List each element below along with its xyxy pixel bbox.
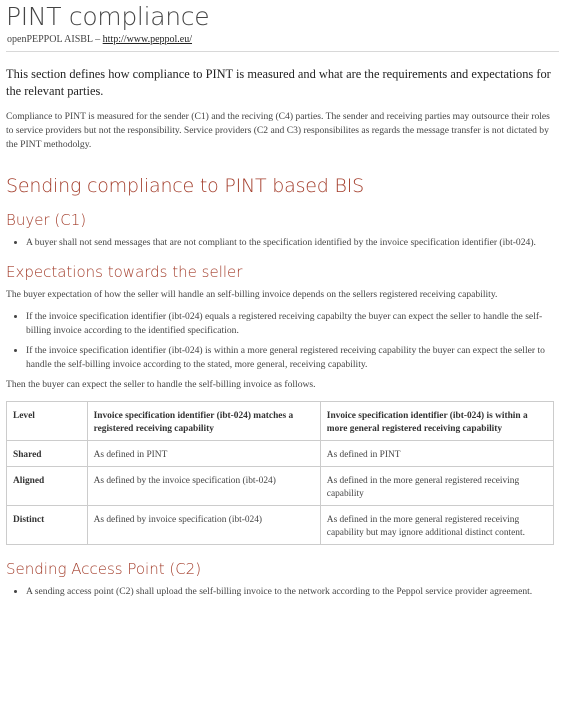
table-row xyxy=(7,467,554,506)
table-header-cell: Invoice specification identifier (ibt-024) is within a more general registered receiving capability xyxy=(320,402,553,441)
lead-paragraph: This section defines how compliance to PINT is measured and what are the requirements and expectations for the relevant parties. xyxy=(6,67,551,98)
document-page xyxy=(0,2,567,720)
access-point-bullets xyxy=(6,585,559,599)
table-cell: As defined in the more general registered receiving capability but may ignore additional distinct content. xyxy=(320,506,553,545)
list-item: • If the invoice specification identifier (ibt-024) equals a registered receiving capabilty the buyer can expect the seller to handle the self-billing invoice according to the identified specification. xyxy=(26,310,559,338)
page-title: PINT compliance xyxy=(6,2,210,31)
intro-paragraph: Compliance to PINT is measured for the sender (C1) and the reciving (C4) parties. The sender and receiving parties may outsource their roles to service providers but not the responsibility. Service providers (C2 and C3) responsibilites as regards the message transfer is not dictated by the PINT methodolgy. xyxy=(6,111,550,150)
table-cell: Shared xyxy=(7,441,88,467)
expectations-paragraph: The buyer expectation of how the seller will handle an self-billing invoice depends on the sellers registered receiving capability. xyxy=(6,289,498,300)
compliance-table xyxy=(6,401,554,545)
organization-line xyxy=(7,34,559,46)
section-heading: Sending compliance to PINT based BIS xyxy=(6,175,365,197)
table-row xyxy=(7,506,554,545)
table-cell: Distinct xyxy=(7,506,88,545)
table-intro-paragraph: Then the buyer can expect the seller to handle the self-billing invoice as follows. xyxy=(6,379,316,390)
table-cell: As defined by the invoice specification (ibt-024) xyxy=(87,467,320,506)
table-cell: As defined in the more general registered receiving capability xyxy=(320,467,553,506)
table-cell: As defined by invoice specification (ibt-024) xyxy=(87,506,320,545)
list-item: • A buyer shall not send messages that are not compliant to the specification identified by the invoice specification identifier (ibt-024). xyxy=(26,236,559,250)
table-cell: Aligned xyxy=(7,467,88,506)
table-header-cell: Invoice specification identifier (ibt-024) matches a registered receiving capability xyxy=(87,402,320,441)
expectations-heading: Expectations towards the seller xyxy=(6,263,243,281)
table-header-row xyxy=(7,402,554,441)
expectations-bullets xyxy=(6,310,559,372)
access-point-heading: Sending Access Point (C2) xyxy=(6,560,202,578)
table-header-cell: Level xyxy=(7,402,88,441)
list-item: • A sending access point (C2) shall upload the self-billing invoice to the network according to the Peppol service provider agreement. xyxy=(26,585,559,599)
organization-link[interactable]: http://www.peppol.eu/ xyxy=(102,34,193,45)
buyer-bullets xyxy=(6,236,559,250)
table-row xyxy=(7,441,554,467)
list-item: • If the invoice specification identifier (ibt-024) is within a more general registered receiving capability the buyer can expect the seller to handle the self-billing invoice according to the stated, more general, receiving capability. xyxy=(26,344,559,372)
title-divider xyxy=(6,51,559,52)
organization-name: openPEPPOL AISBL – xyxy=(7,34,101,45)
buyer-heading: Buyer (C1) xyxy=(6,211,87,229)
table-cell: As defined in PINT xyxy=(87,441,320,467)
table-cell: As defined in PINT xyxy=(320,441,553,467)
